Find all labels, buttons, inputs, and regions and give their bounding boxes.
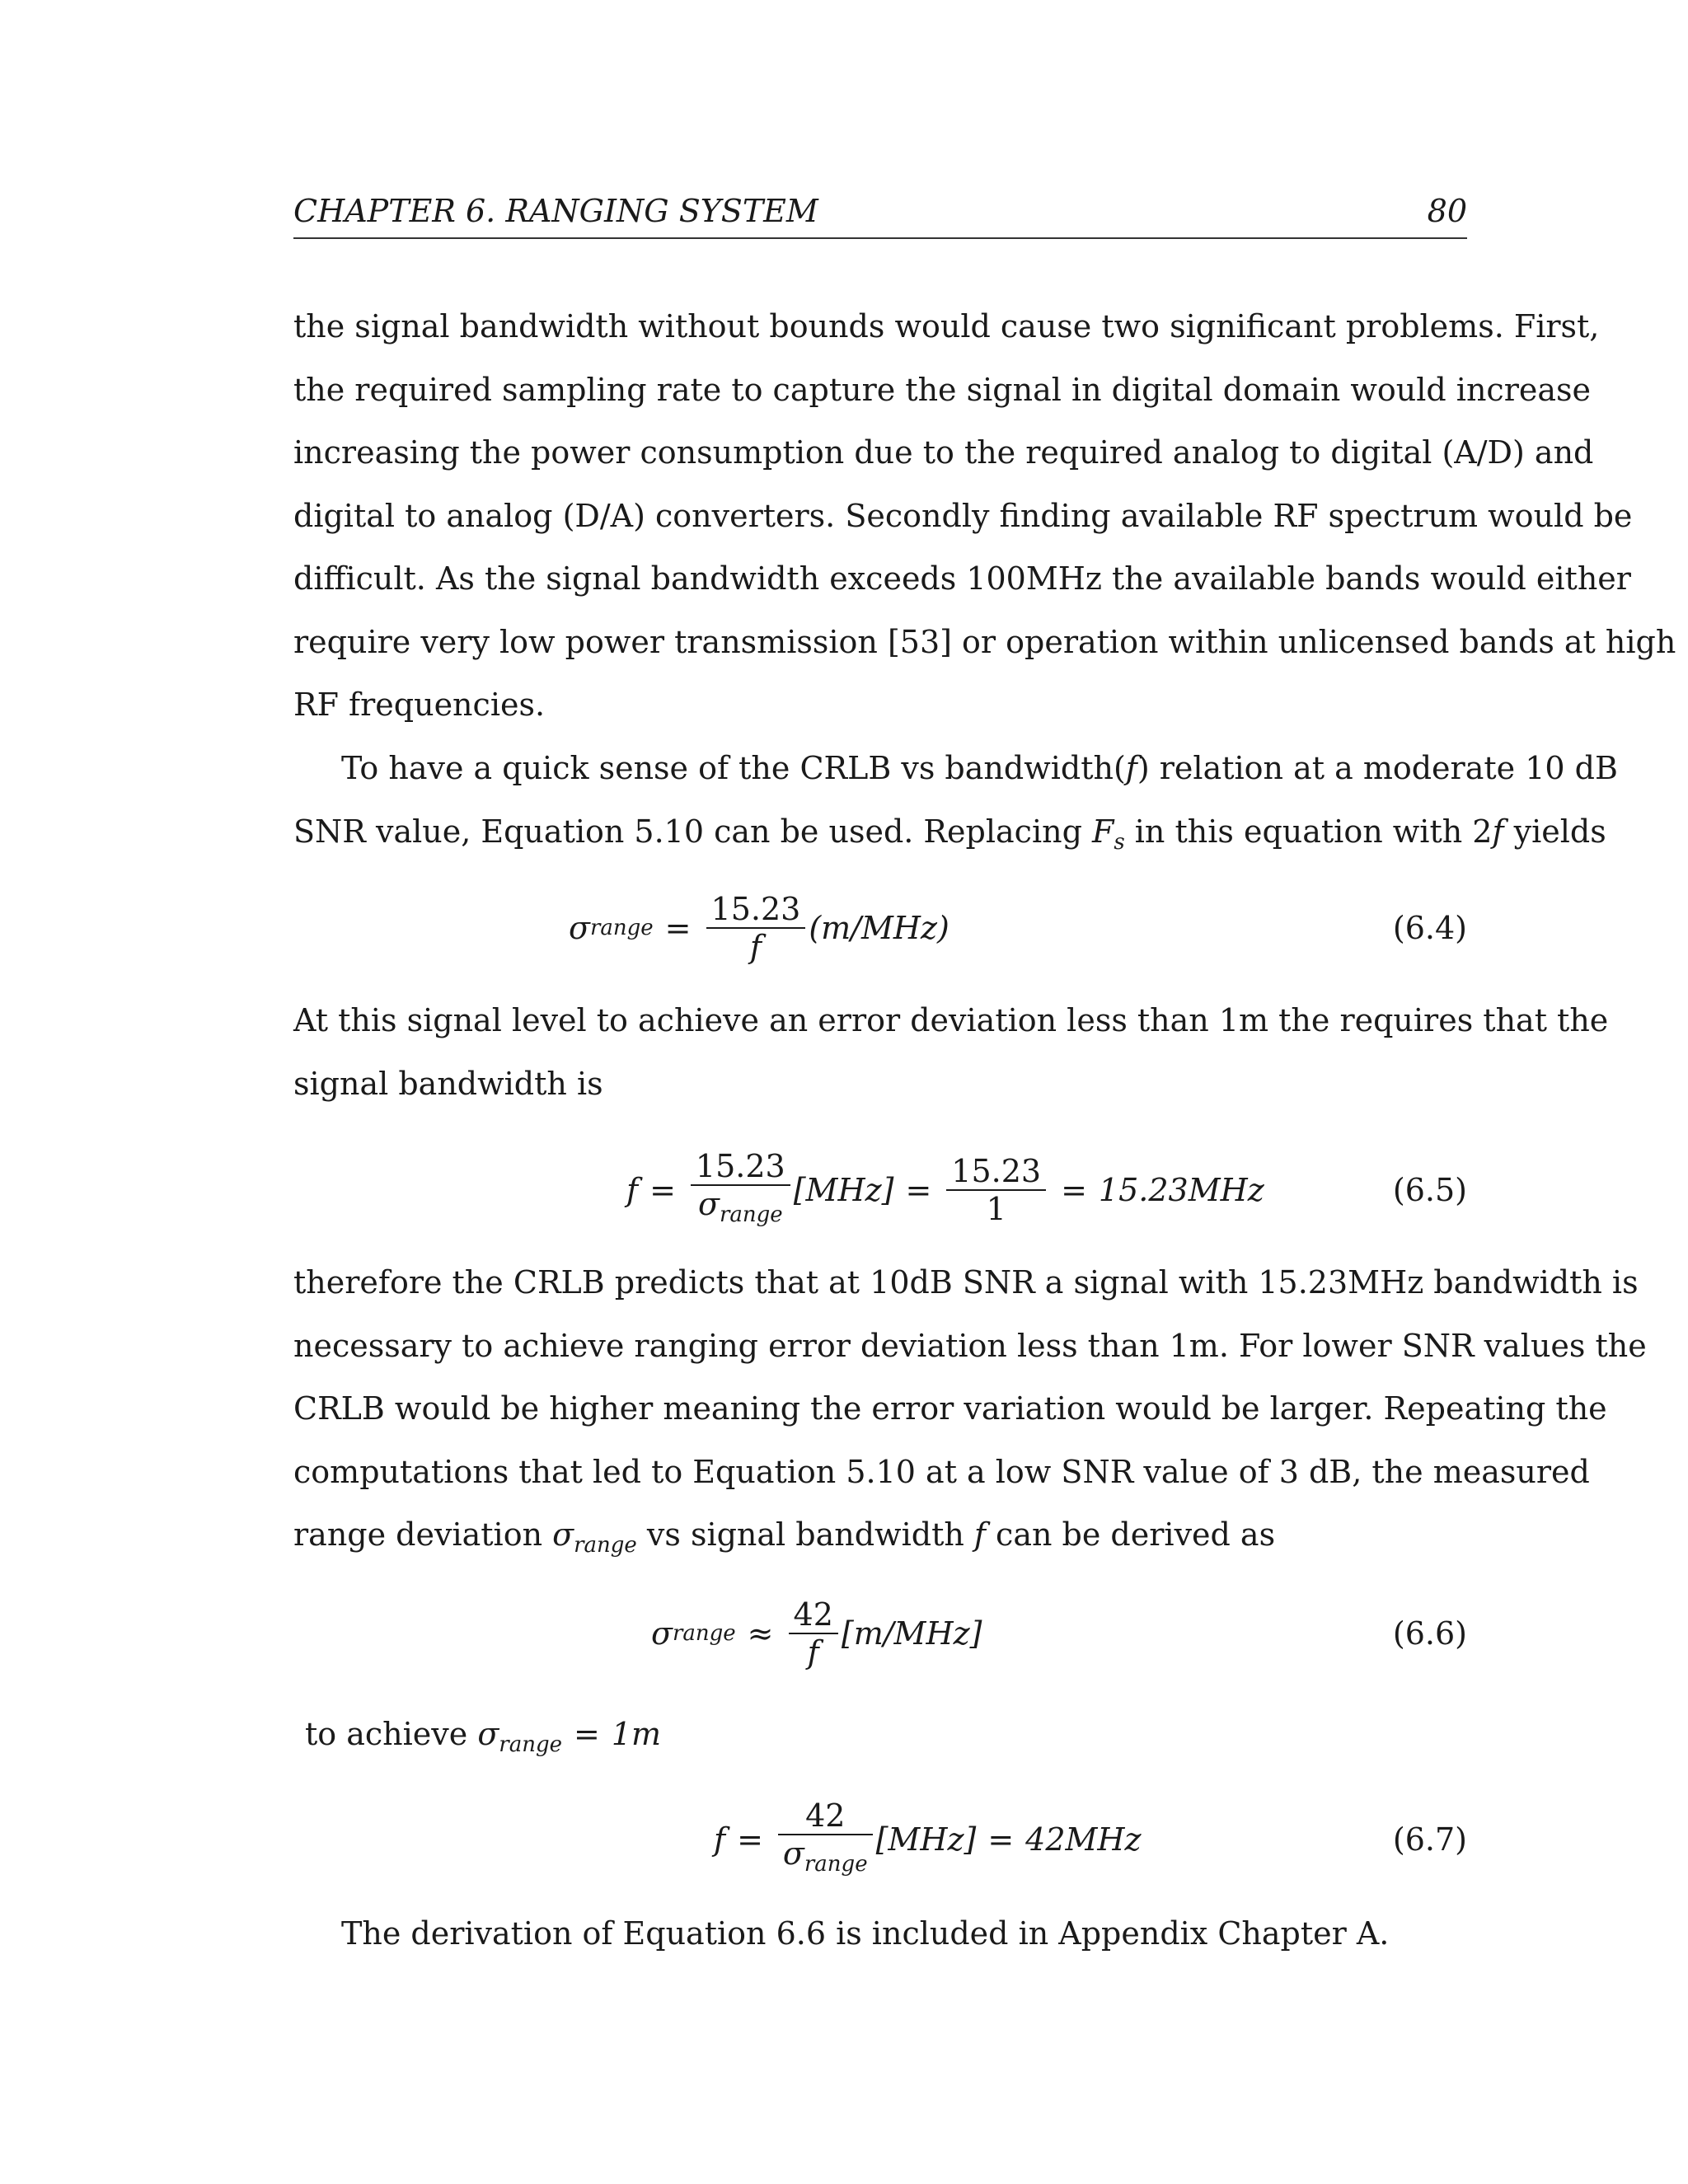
text-line: the signal bandwidth without bounds would cause two significant problems. First, [293,308,1600,344]
page-number: 80 [1427,193,1467,229]
paragraph-2 [293,737,1618,863]
fraction: $\frac{15.23}{\sigma_{range}}$ [691,1148,790,1233]
fraction: $\frac{15.23}{1}$ [946,1153,1046,1227]
text-line: require very low power transmission [53] or operation within unlicensed bands at high [293,623,1676,660]
fraction: $\frac{42}{\sigma_{range}}$ [778,1797,873,1882]
fraction: $\frac{15.23}{f}$ [706,891,806,965]
equation-body: f = $\frac{15.23}{\sigma_{range}}$ [MHz] = $\frac{15.23}{1}$ = 15.23MHz [626,1141,1264,1240]
equation-6-6 [293,1584,1467,1683]
paragraph-5 [305,1703,1479,1766]
fraction: $\frac{42}{f}$ [789,1596,838,1671]
running-header [293,191,1467,239]
equation-body: σ range = $\frac{15.23}{f}$ (m/MHz) [569,891,950,965]
text-line: range deviation $\sigma_{range}$ vs signal bandwidth f can be derived as [293,1516,1276,1558]
text-line: computations that led to Equation 5.10 at a low SNR value of 3 dB, the measured [293,1453,1590,1490]
equation-6-7 [293,1790,1467,1889]
text-line: At this signal level to achieve an error deviation less than 1m the requires that the [293,1002,1609,1038]
equation-6-4 [293,879,1467,977]
paragraph-6 [293,1902,1467,1966]
equation-number: (6.6) [1392,1615,1467,1652]
text-line: difficult. As the signal bandwidth exceeds 100MHz the available bands would either [293,560,1631,597]
equation-number: (6.5) [1392,1172,1467,1208]
paragraph-1 [293,295,1676,737]
text-line: The derivation of Equation 6.6 is included in Appendix Chapter A. [341,1915,1390,1952]
text-line: to achieve $\sigma_{range} = 1m$ [305,1716,662,1757]
chapter-title: CHAPTER 6. RANGING SYSTEM [293,193,818,229]
text-line: therefore the CRLB predicts that at 10dB SNR a signal with 15.23MHz bandwidth is [293,1264,1639,1301]
equation-number: (6.4) [1392,910,1467,946]
text-line: increasing the power consumption due to the required analog to digital (A/D) and [293,434,1594,471]
paragraph-3 [293,989,1609,1115]
text-line: the required sampling rate to capture the signal in digital domain would increase [293,371,1592,408]
text-line: RF frequencies. [293,687,546,723]
paragraph-4 [293,1251,1647,1567]
equation-6-5 [293,1141,1467,1240]
text-line: necessary to achieve ranging error deviation less than 1m. For lower SNR values the [293,1327,1647,1364]
equation-body: f = $\frac{42}{\sigma_{range}}$ [MHz] = 42MHz [714,1790,1142,1889]
text-line: SNR value, Equation 5.10 can be used. Replacing $F_s$ in this equation with 2f yields [293,813,1606,855]
text-line: signal bandwidth is [293,1065,603,1102]
equation-number: (6.7) [1392,1821,1467,1858]
equation-body: σ range ≈ $\frac{42}{f}$ [m/MHz] [651,1596,982,1671]
text-line: To have a quick sense of the CRLB vs bandwidth(f) relation at a moderate 10 dB [341,750,1618,786]
text-line: digital to analog (D/A) converters. Secondly finding available RF spectrum would be [293,497,1633,534]
text-line: CRLB would be higher meaning the error variation would be larger. Repeating the [293,1390,1607,1427]
